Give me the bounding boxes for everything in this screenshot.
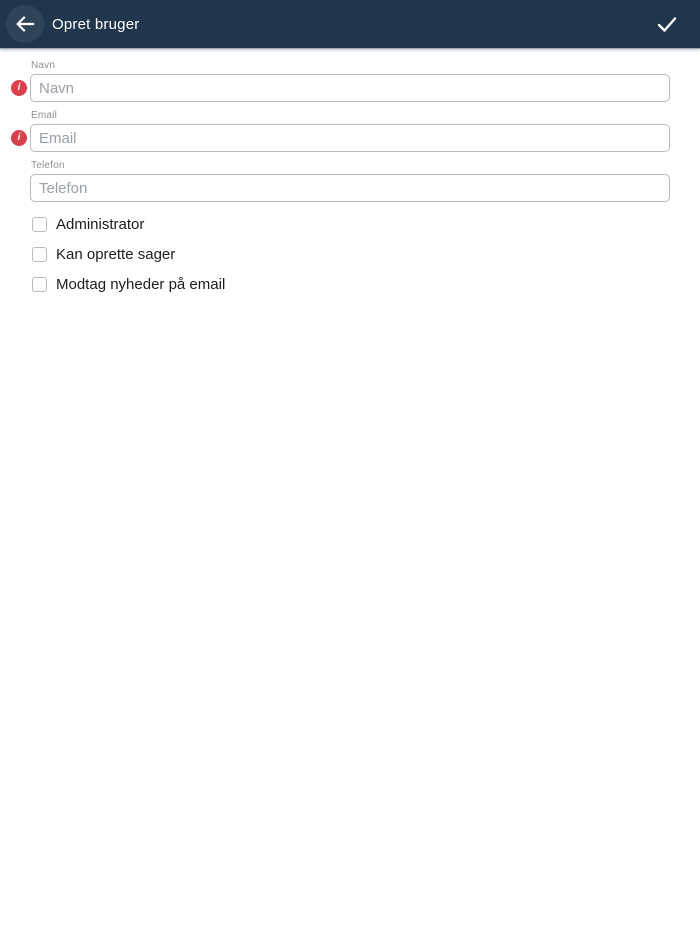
administrator-checkbox[interactable] [32,217,47,232]
navn-label: Navn [31,60,56,71]
telefon-input[interactable] [30,174,670,202]
page-title: Opret bruger [52,15,140,33]
administrator-label: Administrator [56,216,145,233]
checkbox-row-kan-oprette-sager[interactable] [32,246,670,263]
navn-input-row [17,74,670,102]
back-button[interactable] [6,5,44,43]
appbar [0,0,700,48]
modtag-nyheder-label: Modtag nyheder på email [56,276,226,293]
arrow-left-icon [14,13,36,35]
kan-oprette-sager-checkbox[interactable] [32,247,47,262]
error-icon: i [11,130,27,146]
create-user-form [0,48,700,293]
email-label: Email [31,110,58,121]
field-group-navn [17,60,670,102]
confirm-button[interactable] [650,7,684,41]
error-icon: i [11,80,27,96]
checkbox-row-modtag-nyheder[interactable] [32,276,670,293]
modtag-nyheder-checkbox[interactable] [32,277,47,292]
checkbox-row-administrator[interactable] [32,216,670,233]
telefon-label: Telefon [31,160,65,171]
telefon-input-row [30,174,670,202]
navn-input[interactable] [30,74,670,102]
field-group-email [17,110,670,152]
email-input-row [17,124,670,152]
checkbox-list [32,216,670,293]
field-group-telefon [30,160,670,202]
email-input[interactable] [30,124,670,152]
checkmark-icon [655,12,679,36]
kan-oprette-sager-label: Kan oprette sager [56,246,176,263]
